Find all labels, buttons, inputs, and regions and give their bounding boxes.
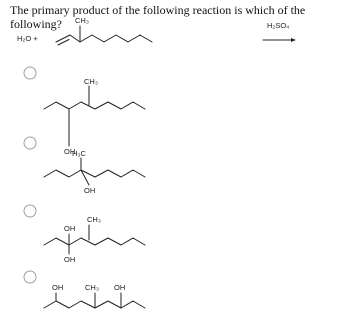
option-4-hydroxyl-left-label: OH: [52, 283, 64, 292]
option-2-methyl-label: H₃C: [72, 149, 86, 158]
sulfuric-acid-label: H₂SO₄: [267, 21, 290, 30]
reactant-methyl-label: CH₃: [75, 16, 89, 25]
option-3-hydroxyl-bottom-label: OH: [64, 255, 76, 264]
radio-button-icon[interactable]: [24, 271, 36, 283]
option-2: [24, 137, 145, 195]
reactant-row: [17, 16, 296, 45]
question-text: The primary product of the following reaction is which of the following?: [10, 3, 306, 31]
option-3: [24, 205, 145, 264]
option-2-structure: [44, 158, 145, 185]
option-4-structure: [44, 293, 145, 308]
option-3-structure: [44, 225, 145, 254]
option-3-hydroxyl-top-label: OH: [64, 224, 76, 233]
option-1: [24, 67, 145, 156]
radio-button-icon[interactable]: [24, 67, 36, 79]
option-1-structure: [44, 86, 145, 146]
radio-button-icon[interactable]: [24, 137, 36, 149]
option-4-methyl-label: CH₃: [85, 283, 99, 292]
reaction-arrow-icon: [263, 38, 296, 42]
option-4-hydroxyl-right-label: OH: [114, 283, 126, 292]
reactant-alkene-structure: [56, 26, 152, 45]
option-4: [24, 271, 145, 308]
option-1-hydroxyl-label: OH: [64, 147, 76, 156]
option-1-methyl-label: CH₃: [84, 77, 98, 86]
option-2-hydroxyl-label: OH: [84, 186, 96, 195]
water-reagent: H₂O +: [17, 34, 38, 43]
radio-button-icon[interactable]: [24, 205, 36, 217]
option-3-methyl-label: CH₃: [87, 215, 101, 224]
